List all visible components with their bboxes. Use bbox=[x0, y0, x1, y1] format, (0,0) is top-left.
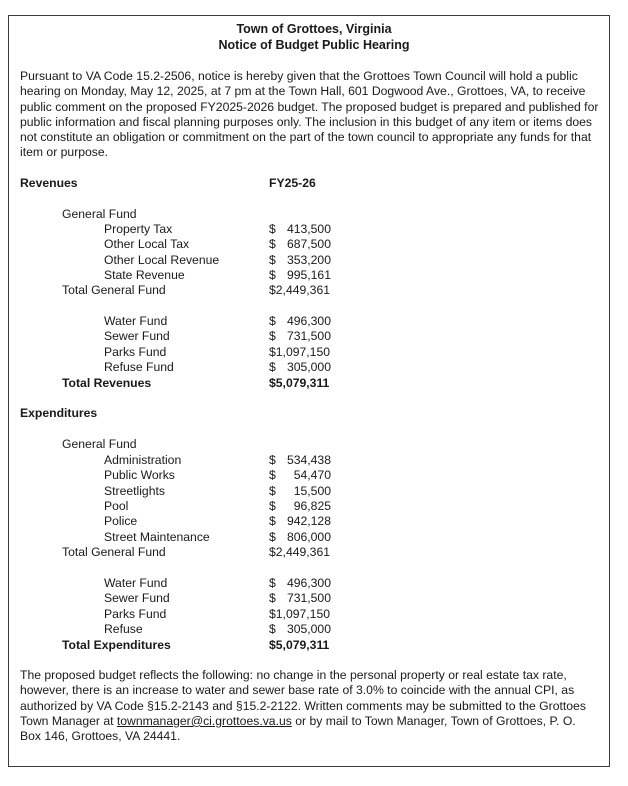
line-item-label: Sewer Fund bbox=[104, 591, 170, 606]
amount-value: 305,000 bbox=[286, 359, 331, 374]
expenditure-total-general-amount: $2,449,361 bbox=[269, 545, 330, 559]
line-item-amount bbox=[269, 345, 331, 360]
currency-symbol: $ bbox=[269, 222, 276, 236]
notice-title: Town of Grottoes, Virginia bbox=[236, 22, 392, 36]
total-expenditures-label: Total Expenditures bbox=[62, 638, 171, 652]
line-item-amount bbox=[269, 453, 331, 468]
currency-symbol: $ bbox=[269, 621, 276, 636]
amount-value: 15,500 bbox=[293, 483, 331, 498]
fiscal-year-header: FY25-26 bbox=[269, 176, 316, 190]
line-item-amount bbox=[269, 329, 331, 344]
line-item-label: Refuse bbox=[104, 621, 143, 636]
closing-text-after: or by mail to Town Manager, Town of Grottoes, P. O. Box 146, Grottoes, VA 24441. bbox=[20, 713, 576, 744]
line-item-amount bbox=[269, 222, 331, 237]
amount-value: 731,500 bbox=[286, 329, 331, 344]
currency-symbol: $ bbox=[269, 359, 276, 374]
line-item-amount bbox=[269, 237, 331, 252]
line-item-label: Other Local Tax bbox=[104, 237, 190, 252]
currency-symbol: $ bbox=[269, 237, 276, 252]
line-item-label: Public Works bbox=[104, 468, 175, 483]
amount-value: 496,300 bbox=[286, 576, 331, 590]
amount-value: 353,200 bbox=[286, 252, 331, 267]
line-item-amount bbox=[269, 607, 331, 622]
line-item-label: Parks Fund bbox=[104, 344, 167, 359]
amount-value: 413,500 bbox=[286, 222, 331, 236]
closing-text-before: The proposed budget reflects the following: no change in the personal property or real estate tax rate, however, there is an increase to water and sewer base rate of 3.0% to coincide with the annual CPI, as authorized by VA Code §15.2-2143 and §15.2-2122. Written comments may be submitted to the Grottoes Town Manager at bbox=[20, 668, 586, 728]
line-item-label: Parks Fund bbox=[104, 606, 167, 621]
amount-value: 305,000 bbox=[286, 621, 331, 636]
line-item-amount bbox=[269, 268, 331, 283]
line-item-amount bbox=[269, 514, 331, 529]
currency-symbol: $ bbox=[269, 514, 276, 529]
currency-symbol: $ bbox=[269, 267, 276, 282]
line-item-label: Sewer Fund bbox=[104, 329, 170, 344]
total-revenues-amount: $5,079,311 bbox=[269, 376, 330, 390]
amount-value: 496,300 bbox=[286, 314, 331, 328]
line-item-label: Property Tax bbox=[104, 222, 173, 236]
amount-value: 731,500 bbox=[286, 591, 331, 606]
amount-value: 534,438 bbox=[286, 453, 331, 467]
line-item-amount bbox=[269, 576, 331, 591]
revenue-general-fund-label: General Fund bbox=[62, 207, 137, 221]
line-item-label: Water Fund bbox=[104, 314, 168, 328]
currency-symbol: $ bbox=[269, 529, 276, 544]
expenditure-total-general-label: Total General Fund bbox=[62, 545, 166, 559]
amount-value: $1,097,150 bbox=[269, 606, 330, 621]
currency-symbol: $ bbox=[269, 329, 276, 344]
intro-paragraph: Pursuant to VA Code 15.2-2506, notice is hereby given that the Grottoes Town Council will hold a public hearing on Monday, May 12, 2025, at 7 pm at the Town Hall, 601 Dogwood Ave., Grottoes, VA, to receive public comment on the proposed FY2025-2026 budget. The proposed budget is prepared and published for public information and fiscal planning purposes only. The inclusion in this budget of any item or items does not constitute an obligation or commitment on the part of the town council to appropriate any funds for that item or purpose. bbox=[20, 69, 599, 160]
revenues-heading: Revenues bbox=[20, 176, 78, 190]
line-item-amount bbox=[269, 360, 331, 375]
amount-value: $1,097,150 bbox=[269, 344, 330, 359]
amount-value: 54,470 bbox=[293, 468, 331, 483]
revenue-total-general-label: Total General Fund bbox=[62, 283, 166, 297]
line-item-label: Other Local Revenue bbox=[104, 252, 220, 267]
line-item-label: Water Fund bbox=[104, 576, 168, 590]
total-revenues-label: Total Revenues bbox=[62, 376, 152, 390]
expenditures-heading: Expenditures bbox=[20, 406, 98, 420]
notice-subtitle: Notice of Budget Public Hearing bbox=[218, 38, 410, 52]
line-item-amount bbox=[269, 253, 331, 268]
closing-paragraph bbox=[20, 668, 600, 744]
currency-symbol: $ bbox=[269, 314, 276, 328]
currency-symbol: $ bbox=[269, 453, 276, 467]
currency-symbol: $ bbox=[269, 591, 276, 606]
line-item-amount bbox=[269, 622, 331, 637]
line-item-label: Streetlights bbox=[104, 483, 165, 498]
line-item-amount bbox=[269, 484, 331, 499]
line-item-amount bbox=[269, 314, 331, 329]
amount-value: 96,825 bbox=[293, 498, 331, 513]
line-item-amount bbox=[269, 530, 331, 545]
line-item-label: Police bbox=[104, 514, 138, 529]
line-item-label: Refuse Fund bbox=[104, 359, 174, 374]
line-item-amount bbox=[269, 591, 331, 606]
revenue-total-general-amount: $2,449,361 bbox=[269, 283, 330, 297]
line-item-label: Administration bbox=[104, 453, 182, 467]
amount-value: 806,000 bbox=[286, 529, 331, 544]
currency-symbol: $ bbox=[269, 483, 276, 498]
line-item-label: State Revenue bbox=[104, 267, 185, 282]
amount-value: 687,500 bbox=[286, 237, 331, 252]
line-item-label: Pool bbox=[104, 498, 129, 513]
line-item-amount bbox=[269, 499, 331, 514]
currency-symbol: $ bbox=[269, 576, 276, 590]
currency-symbol: $ bbox=[269, 252, 276, 267]
total-expenditures-amount: $5,079,311 bbox=[269, 638, 330, 652]
expenditure-general-fund-label: General Fund bbox=[62, 437, 137, 451]
line-item-amount bbox=[269, 468, 331, 483]
town-manager-email-link[interactable]: townmanager@ci.grottoes.va.us bbox=[116, 713, 292, 728]
line-item-label: Street Maintenance bbox=[104, 529, 210, 544]
amount-value: 942,128 bbox=[286, 514, 331, 529]
currency-symbol: $ bbox=[269, 498, 276, 513]
currency-symbol: $ bbox=[269, 468, 276, 483]
amount-value: 995,161 bbox=[286, 267, 331, 282]
